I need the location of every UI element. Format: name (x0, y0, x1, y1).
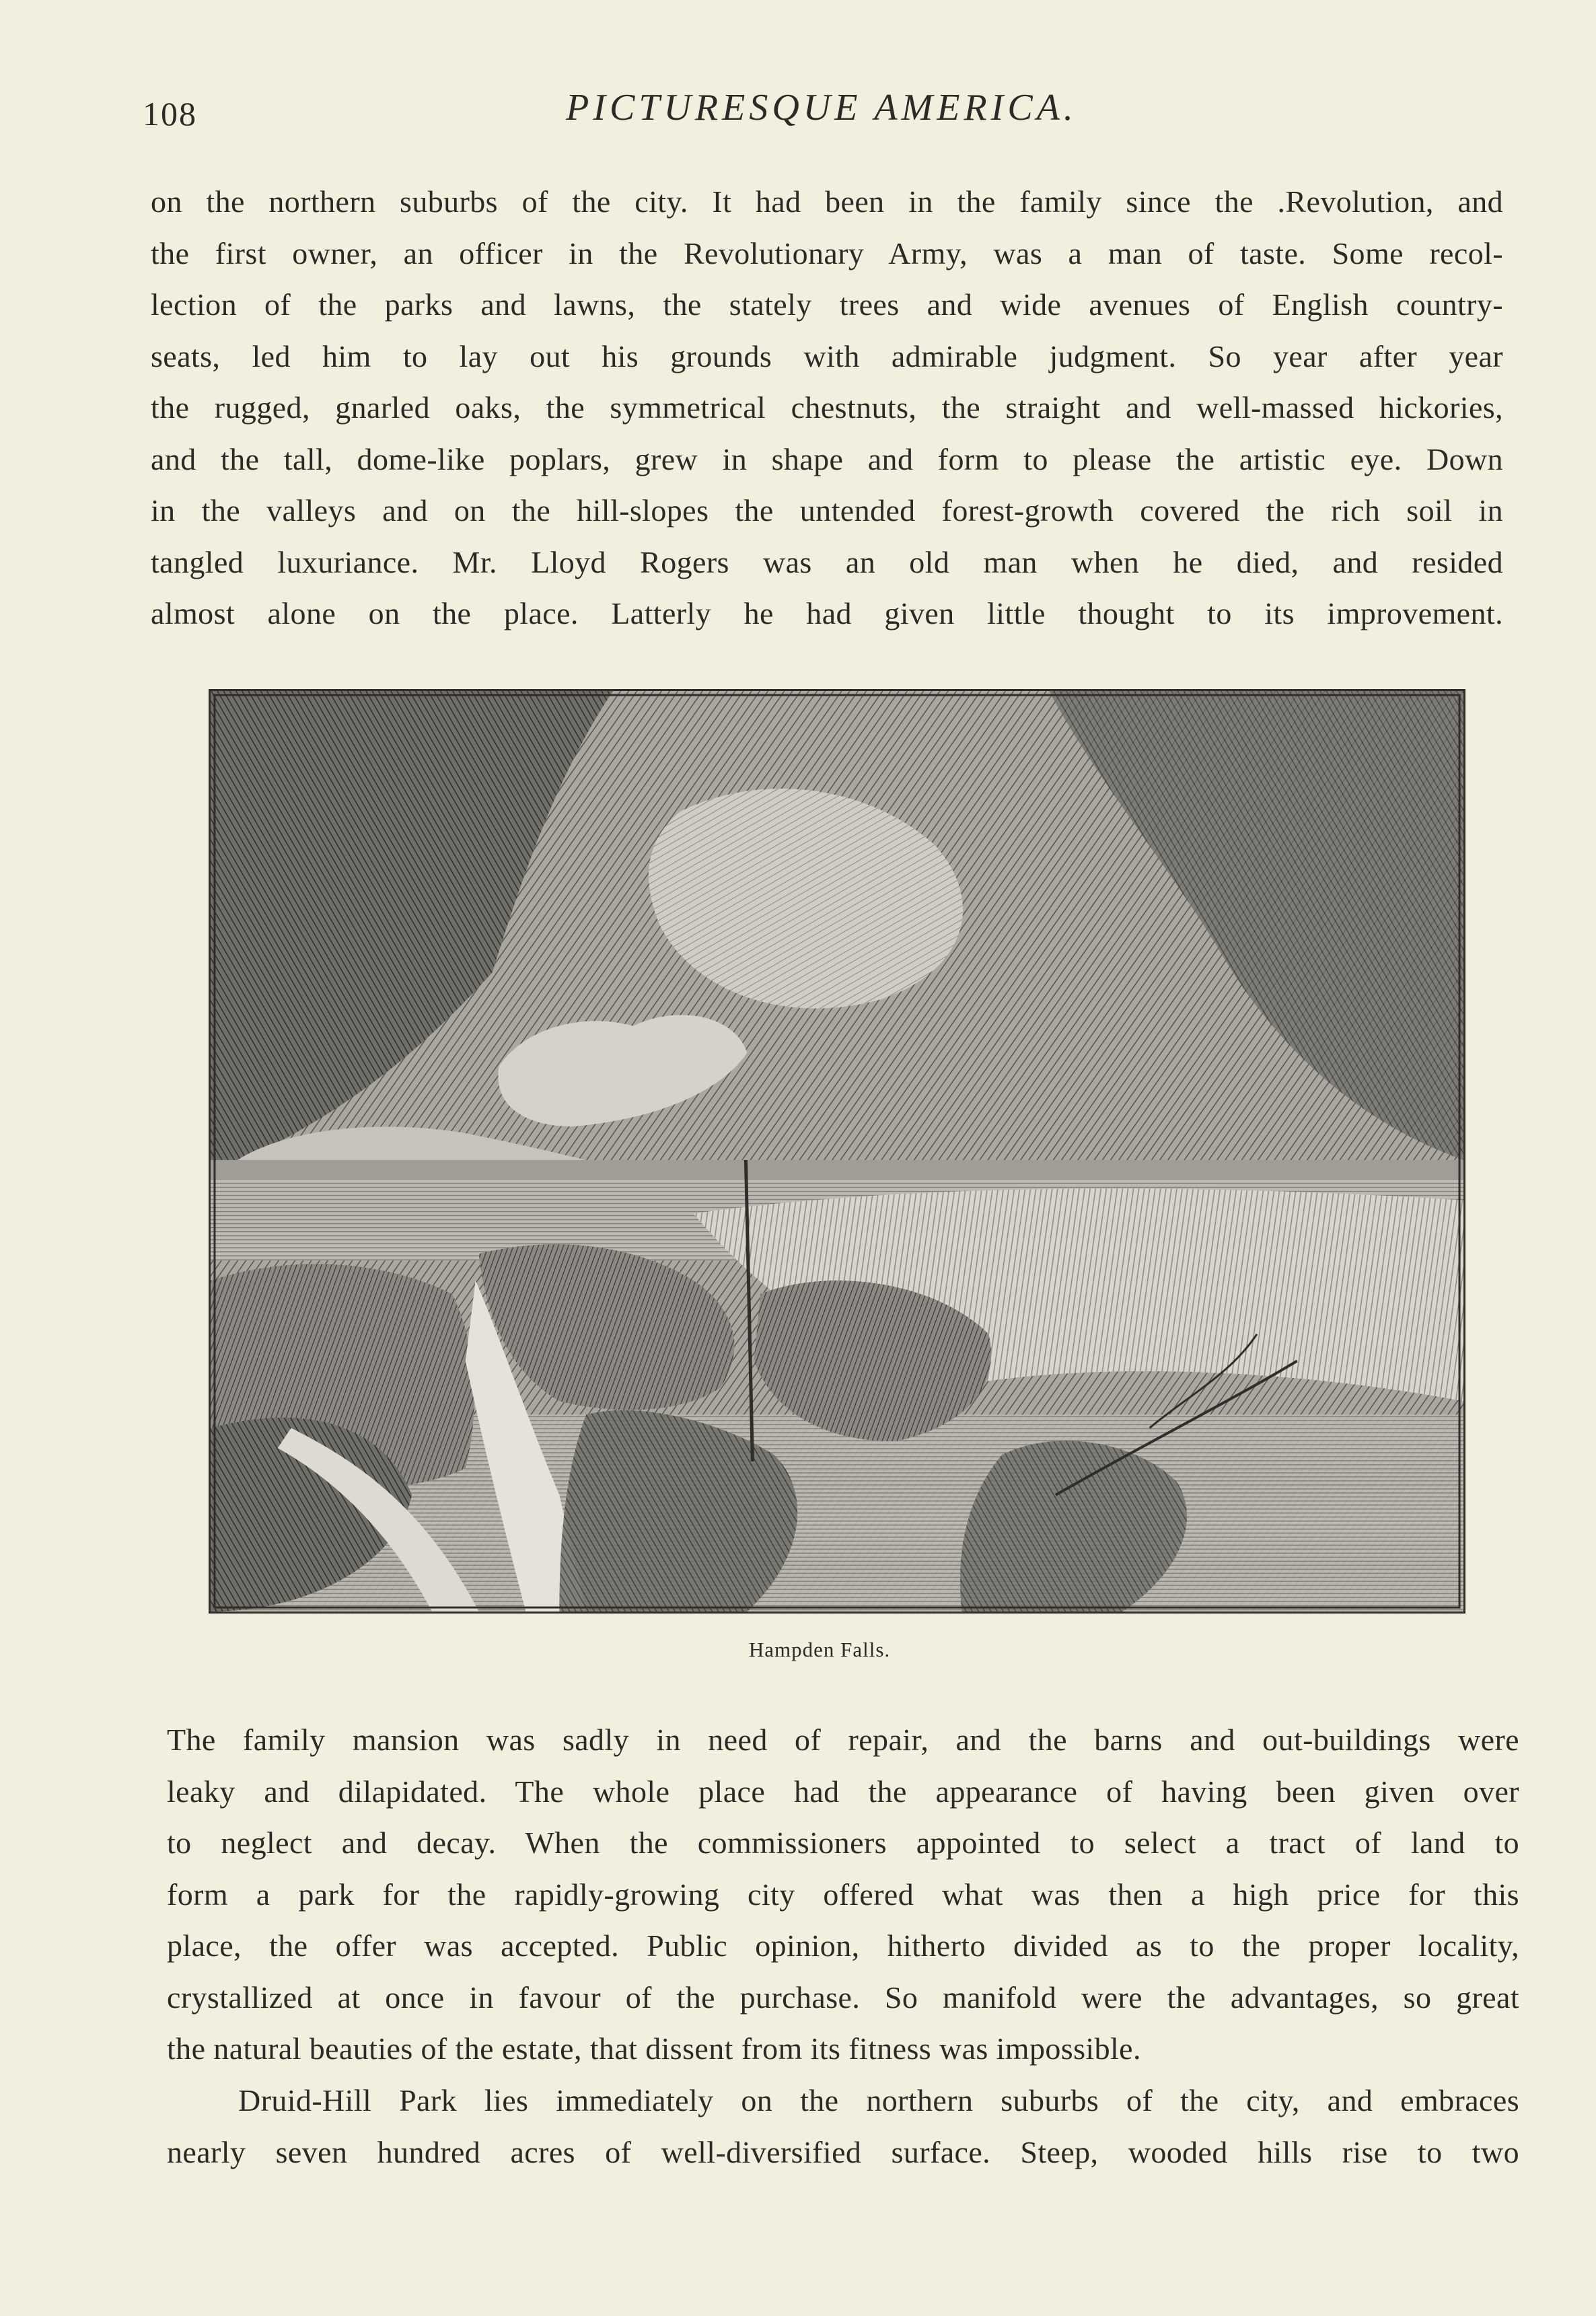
text-line: the rugged, gnarled oaks, the symmetrical chestnuts, the straight and well-massed hickories, (151, 390, 1503, 425)
text-line: form a park for the rapidly-growing city offered what was then a high price for this (167, 1877, 1519, 1912)
text-line: crystallized at once in favour of the purchase. So manifold were the advantages, so great (167, 1980, 1519, 2015)
paragraph-middle (167, 1714, 1519, 2075)
text-line: tangled luxuriance. Mr. Lloyd Rogers was an old man when he died, and resided (151, 544, 1503, 579)
text-line: to neglect and decay. When the commissioners appointed to select a tract of land to (167, 1825, 1519, 1860)
engraving-illustration (211, 691, 1463, 1612)
text-line: nearly seven hundred acres of well-diversified surface. Steep, wooded hills rise to two (167, 2134, 1519, 2169)
page-number: 108 (143, 95, 197, 133)
text-line: the natural beauties of the estate, that dissent from its fitness was impossible. (167, 2031, 1141, 2066)
text-line: Druid-Hill Park lies immediately on the northern suburbs of the city, and embraces (238, 2083, 1519, 2118)
text-line: lection of the parks and lawns, the stately trees and wide avenues of English country- (151, 287, 1503, 322)
text-line: place, the offer was accepted. Public opinion, hitherto divided as to the proper locality, (167, 1928, 1519, 1963)
text-line: on the northern suburbs of the city. It had been in the family since the .Revolution, and (151, 184, 1503, 219)
paragraph-bottom (167, 2075, 1519, 2178)
text-line: almost alone on the place. Latterly he had given little thought to its improvement. (151, 596, 1503, 630)
text-line: in the valleys and on the hill-slopes the untended forest-growth covered the rich soil in (151, 493, 1503, 528)
text-line: The family mansion was sadly in need of repair, and the barns and out-buildings were (167, 1723, 1519, 1757)
engraving-hampden-falls (209, 689, 1465, 1614)
text-line: and the tall, dome-like poplars, grew in shape and form to please the artistic eye. Down (151, 441, 1503, 476)
figure-caption: Hampden Falls. (748, 1638, 891, 1661)
text-line: leaky and dilapidated. The whole place had the appearance of having been given over (167, 1774, 1519, 1809)
paragraph-top (151, 176, 1503, 640)
text-line: the first owner, an officer in the Revolutionary Army, was a man of taste. Some recol- (151, 236, 1503, 270)
running-title: PICTURESQUE AMERICA. (566, 87, 1077, 129)
text-line: seats, led him to lay out his grounds with admirable judgment. So year after year (151, 338, 1503, 373)
